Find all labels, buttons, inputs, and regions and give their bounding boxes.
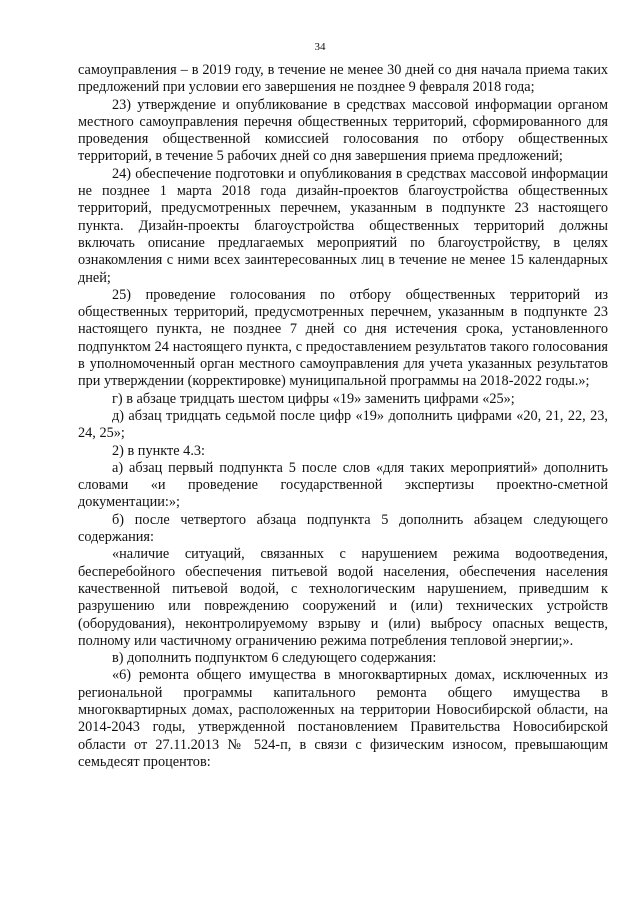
paragraph: 24) обеспечение подготовки и опубликования в средствах массовой информации не позднее 1 марта 2018 года дизайн-проектов благоустройства общественных территорий, предусмотренных перечнем, указанным в подпункте 23 настоящего пункта. Дизайн-проекты благоустройства общественных территорий должны включать описание предлагаемых мероприятий по благоустройству, в целях ознакомления с ними всех заинтересованных лиц в течение не менее 15 календарных дней;: [78, 165, 608, 286]
paragraph: г) в абзаце тридцать шестом цифры «19» заменить цифрами «25»;: [112, 390, 515, 407]
paragraph: самоуправления – в 2019 году, в течение не менее 30 дней со дня начала приема таких предложений при условии его завершения не позднее 9 февраля 2018 года;: [78, 62, 608, 96]
paragraph: «наличие ситуаций, связанных с нарушением режима водоотведения, бесперебойного обеспечения питьевой водой населения, обеспечения населения качественной питьевой водой, с технологическим нарушением, приведшим к разрушению или повреждению сооружений и (или) технических устройств (оборудования), неконтролируемому взрыву и (или) выбросу опасных веществ, полному или частичному ограничению режима потребления тепловой энергии;».: [78, 546, 608, 649]
paragraph: д) абзац тридцать седьмой после цифр «19» дополнить цифрами «20, 21, 22, 23, 24, 25»;: [78, 407, 608, 442]
paragraph: в) дополнить подпунктом 6 следующего содержания:: [112, 650, 437, 667]
paragraph: а) абзац первый подпункта 5 после слов «для таких мероприятий» дополнить словами «и проведение государственной экспертизы проектно-сметной документации:»;: [78, 459, 608, 511]
document-body: [78, 62, 608, 771]
paragraph: 23) утверждение и опубликование в средствах массовой информации органом местного самоуправления перечня общественных территорий, сформированного для проведения общественной комиссией голосования по отбору общественных территорий, в течение 5 рабочих дней со дня завершения приема предложений;: [78, 96, 608, 165]
page-number: 34: [314, 41, 326, 53]
paragraph: 25) проведение голосования по отбору общественных территорий из общественных территорий, предусмотренных перечнем, указанным в подпункте 23 настоящего пункта, не позднее 7 дней со дня истечения срока, установленного подпунктом 24 настоящего пункта, с предоставлением результатов такого голосования в уполномоченный орган местного самоуправления для учета указанных результатов при утверждении (корректировке) муниципальной программы на 2018-2022 годы.»;: [78, 286, 608, 390]
paragraph: «6) ремонта общего имущества в многоквартирных домах, исключенных из региональной программы капитального ремонта общего имущества в многоквартирных домах, расположенных на территории Новосибирской области, на 2014-2043 годы, утвержденной постановлением Правительства Новосибирской области от 27.11.2013 № 524-п, в связи с физическим износом, превышающим семьдесят процентов:: [78, 667, 608, 770]
paragraph: 2) в пункте 4.3:: [112, 442, 206, 459]
paragraph: б) после четвертого абзаца подпункта 5 дополнить абзацем следующего содержания:: [78, 511, 608, 546]
